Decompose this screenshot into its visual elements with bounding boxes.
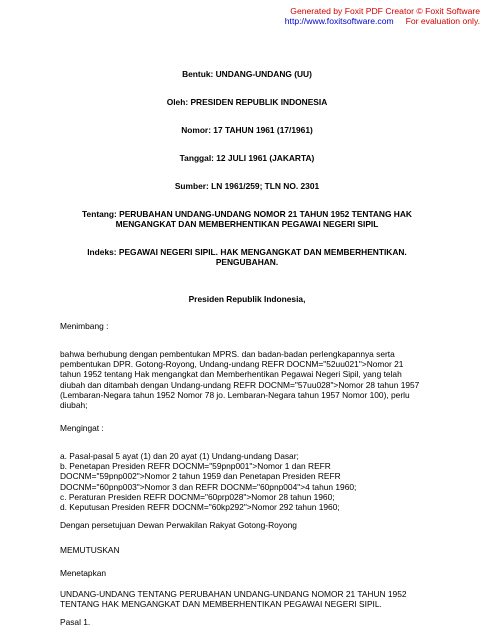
pasal-heading: Pasal 1. (60, 617, 91, 627)
watermark-line: Generated by Foxit PDF Creator © Foxit Software (290, 6, 480, 16)
memutuskan-line: MEMUTUSKAN (60, 545, 120, 555)
mengingat-text (60, 451, 440, 512)
menimbang-line: tahun 1952 tentang Hak mengangkat dan Memberhentikan Pegawai Negeri Sipil, yang telah (60, 369, 402, 380)
mengingat-line: d. Keputusan Presiden REFR DOCNM="60kp292">Nomor 292 tahun 1960; (60, 502, 340, 513)
oleh-line: Oleh: PRESIDEN REPUBLIK INDONESIA (166, 97, 328, 107)
menetapkan-line: Menetapkan (60, 568, 107, 578)
menimbang-text (60, 349, 440, 410)
persetujuan-line: Dengan persetujuan Dewan Perwakilan Rakyat Gotong-Royong (60, 520, 297, 530)
judul-uu-line: TENTANG HAK MENGANGKAT DAN MEMBERHENTIKAN PEGAWAI NEGERI SIPIL. (60, 599, 382, 610)
mengingat-line: b. Penetapan Presiden REFR DOCNM="59pnp001">Nomor 1 dan REFR (60, 461, 331, 472)
mengingat-label: Mengingat : (60, 423, 104, 433)
tentang-block (60, 209, 434, 229)
menimbang-line: (Lembaran-Negara tahun 1952 Nomor 78 jo. Lembaran-Negara tahun 1957 Nomor 100), perlu (60, 389, 410, 400)
menimbang-line: pembentukan DPR. Gotong-Royong, Undang-undang REFR DOCNM="52uu021">Nomor 21 (60, 359, 404, 370)
mengingat-line: DOCNM="59pnp002">Nomor 2 tahun 1959 dan Penetapan Presiden REFR (60, 471, 341, 482)
watermark-link[interactable]: http://www.foxitsoftware.com (284, 16, 394, 26)
bentuk-line: Bentuk: UNDANG-UNDANG (UU) (182, 69, 312, 79)
judul-uu-block (60, 589, 440, 609)
mengingat-line: DOCNM="60pnp003">Nomor 3 dan REFR DOCNM="60pnp004">4 tahun 1960; (60, 481, 357, 492)
tentang-line: MENGANGKAT DAN MEMBERHENTIKAN PEGAWAI NEGERI SIPIL (115, 219, 379, 230)
nomor-line: Nomor: 17 TAHUN 1961 (17/1961) (181, 125, 313, 135)
mengingat-line: c. Peraturan Presiden REFR DOCNM="60prp028">Nomor 28 tahun 1960; (60, 491, 335, 502)
menimbang-label: Menimbang : (60, 321, 109, 331)
presiden-heading: Presiden Republik Indonesia, (188, 294, 306, 304)
tanggal-line: Tanggal: 12 JULI 1961 (JAKARTA) (179, 153, 315, 163)
sumber-line: Sumber: LN 1961/259; TLN NO. 2301 (174, 181, 320, 191)
judul-uu-line: UNDANG-UNDANG TENTANG PERUBAHAN UNDANG-UNDANG NOMOR 21 TAHUN 1952 (60, 589, 407, 599)
indeks-block (60, 247, 434, 267)
tentang-line: Tentang: PERUBAHAN UNDANG-UNDANG NOMOR 21 TAHUN 1952 TENTANG HAK (82, 209, 412, 219)
menimbang-line: diubah dan ditambah dengan Undang-undang REFR DOCNM="57uu028">Nomor 28 tahun 1957 (60, 379, 420, 390)
menimbang-line: diubah; (60, 400, 88, 411)
mengingat-line: a. Pasal-pasal 5 ayat (1) dan 20 ayat (1) Undang-undang Dasar; (60, 451, 299, 461)
indeks-line: Indeks: PEGAWAI NEGERI SIPIL. HAK MENGANGKAT DAN MEMBERHENTIKAN. (87, 247, 407, 257)
menimbang-line: bahwa berhubung dengan pembentukan MPRS. dan badan-badan perlengkapannya serta (60, 349, 395, 359)
foxit-watermark (285, 6, 480, 26)
indeks-line: PENGUBAHAN. (215, 257, 279, 268)
watermark-note: For evaluation only. (405, 16, 480, 26)
